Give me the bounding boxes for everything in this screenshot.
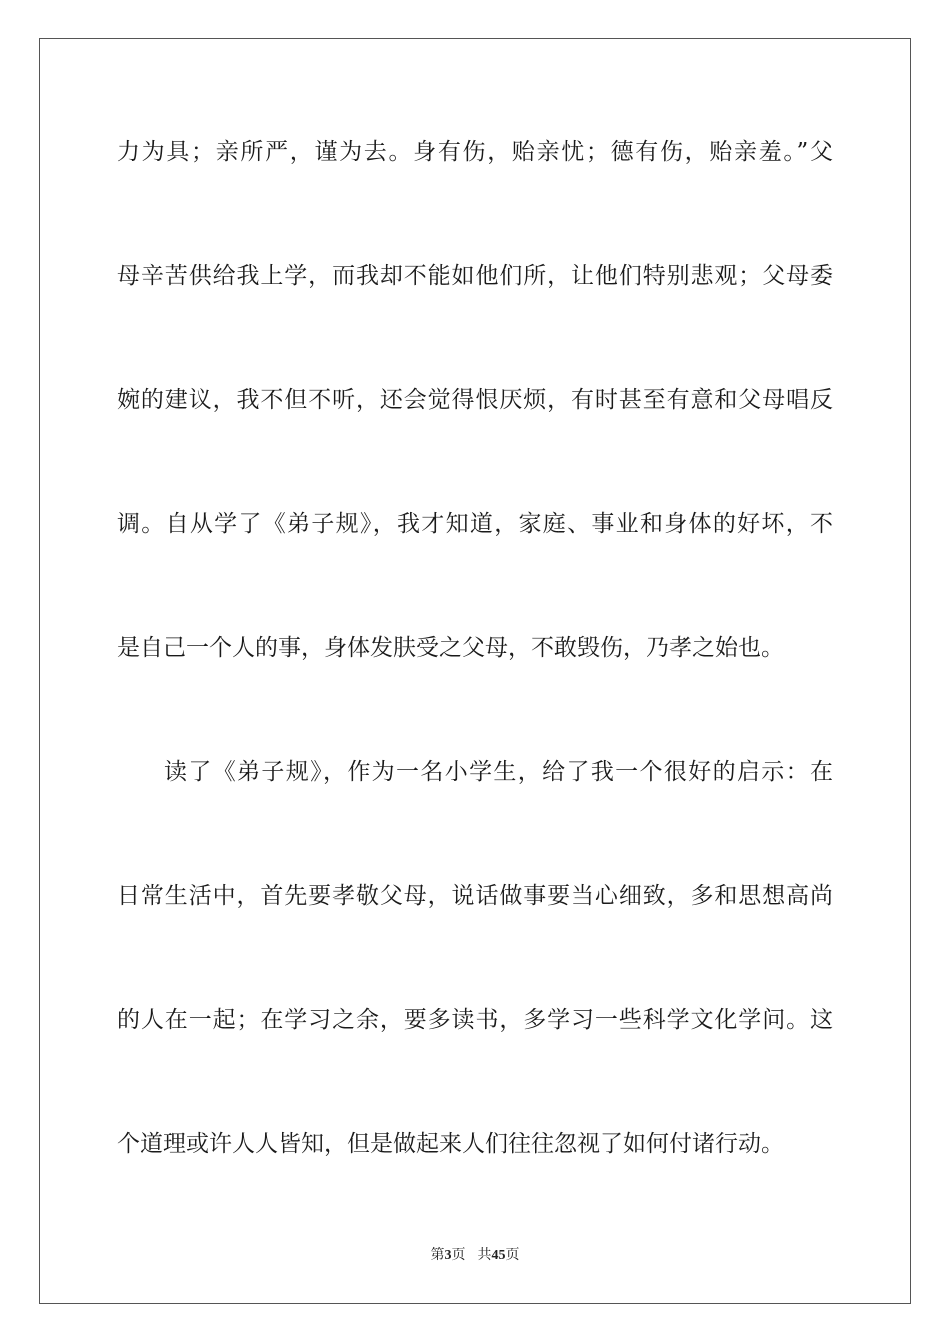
text-line-7: 日常生活中，首先要孝敬父母，说话做事要当心细致，多和思想高尚 bbox=[117, 883, 833, 909]
page-suffix: 页 bbox=[451, 1248, 466, 1263]
text-line-1: 力为具；亲所严，谨为去。身有伤，贻亲忧；德有伤，贻亲羞。”父 bbox=[117, 139, 833, 165]
text-line-8: 的人在一起；在学习之余，要多读书，多学习一些科学文化学问。这 bbox=[117, 1007, 833, 1033]
total-prefix: 共 bbox=[477, 1248, 492, 1263]
text-line-2: 母辛苦供给我上学，而我却不能如他们所，让他们特别悲观；父母委 bbox=[117, 263, 833, 289]
page-prefix: 第 bbox=[430, 1248, 445, 1263]
page-footer bbox=[0, 1247, 950, 1265]
total-pages: 45 bbox=[491, 1248, 506, 1263]
text-line-3: 婉的建议，我不但不听，还会觉得恨厌烦，有时甚至有意和父母唱反 bbox=[117, 387, 833, 413]
page-border bbox=[39, 38, 911, 1304]
total-suffix: 页 bbox=[505, 1248, 520, 1263]
text-line-5: 是自己一个人的事，身体发肤受之父母，不敢毁伤，乃孝之始也。 bbox=[117, 635, 784, 661]
page-number: 3 bbox=[444, 1248, 452, 1263]
text-line-9: 个道理或许人人皆知，但是做起来人们往往忽视了如何付诸行动。 bbox=[117, 1131, 784, 1157]
text-line-6: 读了《弟子规》，作为一名小学生，给了我一个很好的启示：在 bbox=[164, 759, 833, 785]
text-line-4: 调。自从学了《弟子规》，我才知道，家庭、事业和身体的好坏，不 bbox=[117, 511, 833, 537]
